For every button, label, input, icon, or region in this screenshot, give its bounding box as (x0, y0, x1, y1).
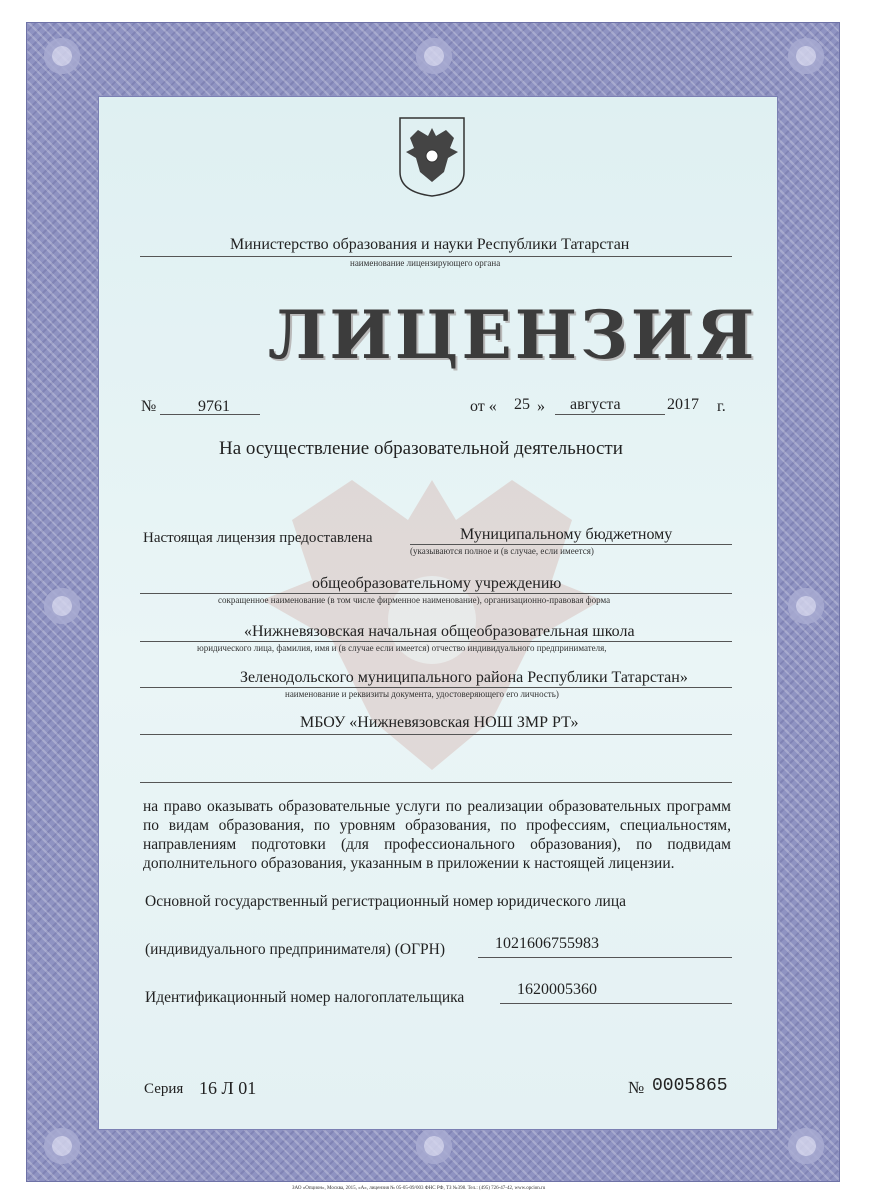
divider (160, 414, 260, 415)
divider (140, 734, 732, 735)
ogrn-value: 1021606755983 (495, 935, 599, 952)
org-name-line-1: Муниципальному бюджетному (460, 526, 673, 543)
license-purpose: На осуществление образовательной деятельности (219, 438, 623, 459)
ministry-caption: наименование лицензирующего органа (350, 258, 501, 268)
divider (140, 641, 732, 642)
org-name-line-3: «Нижневязовская начальная общеобразовательная школа (244, 623, 635, 640)
printer-imprint: ЗАО «Опцион», Москва, 2015, «А», лицензия № 05-05-09/003 ФНС РФ, ТЗ №398. Тел.: (495) 726-47-42, www.opcion.ru (292, 1186, 546, 1191)
border-ornament (411, 33, 457, 79)
date-from-label: от « (470, 398, 497, 415)
divider (140, 593, 732, 594)
org-name-line-2: общеобразовательному учреждению (312, 575, 562, 592)
divider (140, 687, 732, 688)
org-caption-3: юридического лица, фамилия, имя и (в случае если имеется) отчество индивидуального предпринимателя, (197, 643, 607, 653)
divider (500, 1003, 732, 1004)
document-title: ЛИЦЕНЗИЯ (268, 296, 758, 374)
ogrn-label-line-2: (индивидуального предпринимателя) (ОГРН) (145, 941, 446, 958)
inn-label: Идентификационный номер налогоплательщика (145, 989, 465, 1006)
org-short-name: МБОУ «Нижневязовская НОШ ЗМР РТ» (300, 714, 579, 731)
org-caption-1: (указываются полное и (в случае, если имеется) (410, 546, 594, 556)
divider (140, 256, 732, 257)
date-year: 2017 (667, 396, 699, 413)
coat-of-arms-icon (398, 116, 466, 198)
license-number: 9761 (198, 398, 230, 415)
org-caption-2: сокращенное наименование (в том числе фирменное наименование), организационно-правовая форма (218, 595, 611, 605)
rights-paragraph: на право оказывать образовательные услуги по реализации образовательных программ по видам образования, по уровням образования, по профессиям, специальностям, направлениям подготовки (для профессионального образования), по подвидам дополнительного образования, указанным в приложении к настоящей лицензии. (143, 798, 731, 872)
date-month: августа (570, 396, 621, 413)
blank-number-label: № (628, 1078, 645, 1097)
org-name-line-4: Зеленодольского муниципального района Республики Татарстан» (240, 669, 688, 686)
date-year-suffix: г. (717, 398, 726, 415)
date-day: 25 (514, 396, 530, 413)
border-ornament (39, 1123, 85, 1169)
divider (410, 544, 732, 545)
inn-value: 1620005360 (517, 981, 597, 998)
border-ornament (783, 1123, 829, 1169)
series-label: Серия (144, 1081, 184, 1097)
date-close-quote: » (537, 398, 545, 415)
border-ornament (783, 33, 829, 79)
blank-number: 0005865 (652, 1076, 728, 1096)
granted-label: Настоящая лицензия предоставлена (143, 530, 373, 546)
number-label: № (141, 398, 157, 415)
divider (140, 782, 732, 783)
org-caption-4: наименование и реквизиты документа, удостоверяющего его личность) (285, 689, 559, 699)
divider (555, 414, 665, 415)
ministry-name: Министерство образования и науки Республики Татарстан (230, 236, 630, 253)
divider (478, 957, 732, 958)
border-ornament (39, 33, 85, 79)
border-ornament (39, 583, 85, 629)
border-ornament (783, 583, 829, 629)
series-value: 16 Л 01 (199, 1078, 257, 1098)
ogrn-label-line-1: Основной государственный регистрационный номер юридического лица (145, 893, 627, 910)
